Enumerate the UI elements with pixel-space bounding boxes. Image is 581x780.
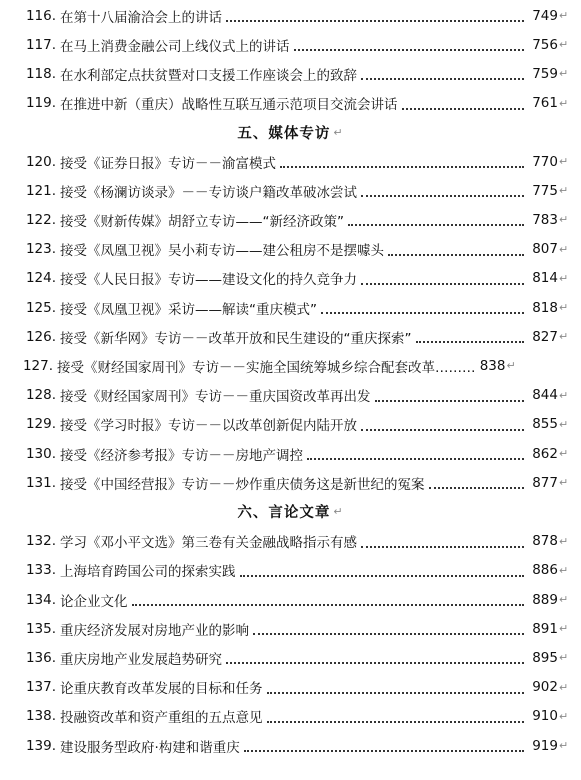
toc-entry[interactable]: [0, 351, 581, 380]
section-heading: [0, 497, 581, 526]
toc-entry-number: 117.: [25, 36, 56, 53]
paragraph-mark-icon: ↵: [559, 651, 569, 665]
toc-entry-title: 重庆房地产业发展趋势研究: [60, 651, 222, 668]
section-heading-text: 六、言论文章: [237, 505, 331, 522]
toc-entry-title: 在第十八届渝洽会上的讲话: [60, 9, 222, 26]
toc-entry-title: 在水利部定点扶贫暨对口支援工作座谈会上的致辞: [60, 67, 357, 84]
toc-entry-page: 827: [532, 328, 558, 345]
toc-entry-title: 接受《财新传媒》胡舒立专访——“新经济政策”: [60, 213, 344, 230]
dot-leader: [267, 691, 525, 694]
paragraph-mark-icon: ↵: [559, 709, 569, 723]
toc-entry-number: 132.: [25, 533, 56, 550]
toc-entry-number: 119.: [25, 95, 56, 112]
toc-entry-page: 814: [532, 270, 558, 287]
toc-entry-number: 134.: [25, 591, 56, 608]
toc-entry[interactable]: [0, 293, 581, 322]
toc-entry[interactable]: [0, 205, 581, 234]
toc-entry-number: 139.: [25, 737, 56, 754]
toc-entry[interactable]: [0, 410, 581, 439]
dot-leader: [321, 311, 524, 314]
section-heading: [0, 118, 581, 147]
toc-entry-number: 123.: [25, 241, 56, 258]
toc-entry-title: 接受《经济参考报》专访－－房地产调控: [60, 447, 303, 464]
toc-entry-page: 783: [532, 211, 558, 228]
toc-entry-title: 接受《财经国家周刊》专访－－实施全国统筹城乡综合配套改革………: [57, 359, 476, 376]
toc-entry[interactable]: [0, 439, 581, 468]
toc-entry-title: 在马上消费金融公司上线仪式上的讲话: [60, 38, 290, 55]
toc-entry[interactable]: [0, 176, 581, 205]
toc-entry-number: 125.: [25, 299, 56, 316]
toc-entry[interactable]: [0, 30, 581, 59]
dot-leader: [361, 545, 524, 548]
toc-entry-number: 136.: [25, 649, 56, 666]
paragraph-mark-icon: ↵: [559, 388, 569, 402]
toc-entry-number: 118.: [25, 65, 56, 82]
dot-leader: [348, 223, 524, 226]
toc-entry[interactable]: [0, 264, 581, 293]
toc-entry-number: 121.: [25, 182, 56, 199]
toc-entry[interactable]: [0, 235, 581, 264]
toc-entry-number: 116.: [25, 7, 56, 24]
dot-leader: [361, 194, 524, 197]
toc-entry-page: 878: [532, 533, 558, 550]
paragraph-mark-icon: ↵: [559, 96, 569, 110]
toc-entry[interactable]: [0, 614, 581, 643]
dot-leader: [280, 165, 524, 168]
toc-entry[interactable]: [0, 527, 581, 556]
toc-entry-page: 761: [532, 95, 558, 112]
toc-entry[interactable]: [0, 468, 581, 497]
dot-leader: [361, 428, 524, 431]
toc-entry-title: 上海培育跨国公司的探索实践: [60, 564, 236, 581]
toc-entry[interactable]: [0, 585, 581, 614]
toc-entry[interactable]: [0, 643, 581, 672]
toc-entry-title: 学习《邓小平文选》第三卷有关金融战略指示有感: [60, 535, 357, 552]
toc-entry-page: 895: [532, 649, 558, 666]
toc-entry-page: 844: [532, 387, 558, 404]
dot-leader: [416, 340, 525, 343]
toc-entry-page: 749: [532, 7, 558, 24]
paragraph-mark-icon: ↵: [559, 739, 569, 752]
paragraph-mark-icon: ↵: [559, 242, 569, 256]
toc-entry-number: 130.: [25, 445, 56, 462]
toc-entry-page: 862: [532, 445, 558, 462]
toc-entry-page: 889: [532, 591, 558, 608]
toc-entry-page: 756: [532, 36, 558, 53]
dot-leader: [361, 77, 524, 80]
paragraph-mark-icon: ↵: [559, 38, 569, 52]
toc-entry[interactable]: [0, 59, 581, 88]
toc-entry-page: 770: [532, 153, 558, 170]
paragraph-mark-icon: ↵: [559, 476, 569, 490]
toc-entry-title: 论重庆教育改革发展的目标和任务: [60, 681, 263, 698]
toc-entry-title: 重庆经济发展对房地产业的影响: [60, 622, 249, 639]
toc-entry-title: 接受《人民日报》专访——建设文化的持久竞争力: [60, 272, 357, 289]
toc-entry-title: 接受《中国经营报》专访－－炒作重庆债务这是新世纪的冤案: [60, 476, 425, 493]
paragraph-mark-icon: ↵: [559, 271, 569, 285]
toc-entry-title: 在推进中新（重庆）战略性互联互通示范项目交流会讲话: [60, 97, 398, 114]
toc-entry-number: 124.: [25, 270, 56, 287]
dot-leader: [429, 486, 525, 489]
toc-entry-page: 759: [532, 65, 558, 82]
toc-entry-page: 910: [532, 708, 558, 725]
paragraph-mark-icon: ↵: [559, 622, 569, 636]
toc-entry-title: 投融资改革和资产重组的五点意见: [60, 710, 263, 727]
toc-entry-number: 122.: [25, 211, 56, 228]
paragraph-mark-icon: ↵: [559, 155, 569, 168]
toc-entry[interactable]: [0, 673, 581, 702]
dot-leader: [294, 48, 525, 51]
toc-entry-page: 902: [532, 679, 558, 696]
toc-entry-page: 855: [532, 416, 558, 433]
toc-entry-title: 接受《凤凰卫视》吴小莉专访——建公租房不是摆噱头: [60, 243, 384, 260]
paragraph-mark-icon: ↵: [559, 447, 569, 460]
paragraph-mark-icon: ↵: [559, 9, 569, 22]
toc-entry-number: 127.: [22, 357, 53, 374]
paragraph-mark-icon: ↵: [506, 359, 516, 373]
dot-leader: [244, 749, 524, 752]
toc-entry-title: 论企业文化: [60, 593, 128, 610]
toc-entry-page: 886: [532, 562, 558, 579]
toc-entry-page: 775: [532, 182, 558, 199]
toc-entry-title: 接受《新华网》专访－－改革开放和民生建设的“重庆探索”: [60, 330, 412, 347]
dot-leader: [402, 107, 525, 110]
toc-entry-number: 126.: [25, 328, 56, 345]
toc-entry-number: 137.: [25, 679, 56, 696]
toc-entry-number: 133.: [25, 562, 56, 579]
paragraph-mark-icon: ↵: [559, 330, 569, 344]
dot-leader: [375, 399, 525, 402]
toc-entry-page: 877: [532, 474, 558, 491]
dot-leader: [388, 253, 524, 256]
dot-leader: [226, 19, 524, 22]
dot-leader: [226, 661, 524, 664]
paragraph-mark-icon: ↵: [559, 301, 569, 314]
paragraph-mark-icon: ↵: [559, 213, 569, 227]
paragraph-mark-icon: ↵: [559, 593, 569, 606]
toc-entry-page: 818: [532, 299, 558, 316]
dot-leader: [253, 632, 524, 635]
toc-entry-title: 建设服务型政府·构建和谐重庆: [60, 739, 240, 756]
dot-leader: [307, 457, 524, 460]
paragraph-mark-icon: ↵: [559, 680, 569, 694]
paragraph-mark-icon: ↵: [333, 505, 344, 519]
toc-entry[interactable]: [0, 731, 581, 760]
dot-leader: [240, 574, 525, 577]
paragraph-mark-icon: ↵: [559, 417, 569, 431]
toc-entry[interactable]: [0, 89, 581, 118]
toc-entry-number: 135.: [25, 620, 56, 637]
toc-entry[interactable]: [0, 556, 581, 585]
paragraph-mark-icon: ↵: [559, 67, 569, 81]
toc-entry[interactable]: [0, 702, 581, 731]
paragraph-mark-icon: ↵: [333, 125, 344, 139]
toc-entry-title: 接受《证券日报》专访－－渝富模式: [60, 155, 276, 172]
section-heading-text: 五、媒体专访: [237, 125, 331, 142]
toc-entry[interactable]: [0, 1, 581, 30]
toc-entry-number: 129.: [25, 416, 56, 433]
paragraph-mark-icon: ↵: [559, 534, 569, 548]
paragraph-mark-icon: ↵: [559, 563, 569, 577]
toc-entry-number: 138.: [25, 708, 56, 725]
toc-entry-number: 120.: [25, 153, 56, 170]
paragraph-mark-icon: ↵: [559, 184, 569, 198]
toc-entry-page: 919: [532, 737, 558, 754]
toc-entry-title: 接受《凤凰卫视》采访——解读“重庆模式”: [60, 301, 317, 318]
toc-entry-title: 接受《学习时报》专访－－以改革创新促内陆开放: [60, 418, 357, 435]
toc-entry-title: 接受《财经国家周刊》专访－－重庆国资改革再出发: [60, 389, 371, 406]
dot-leader: [132, 603, 525, 606]
toc-entry-number: 128.: [25, 387, 56, 404]
toc-entry-title: 接受《杨澜访谈录》－－专访谈户籍改革破冰尝试: [60, 184, 357, 201]
dot-leader: [267, 720, 525, 723]
toc-entry[interactable]: [0, 381, 581, 410]
toc-entry[interactable]: [0, 322, 581, 351]
toc-entry-page: 838: [479, 357, 506, 374]
toc-entry[interactable]: [0, 147, 581, 176]
toc-entry-page: 891: [532, 620, 558, 637]
toc-entry-number: 131.: [25, 474, 56, 491]
toc-entry-page: 807: [532, 241, 558, 258]
dot-leader: [361, 282, 524, 285]
